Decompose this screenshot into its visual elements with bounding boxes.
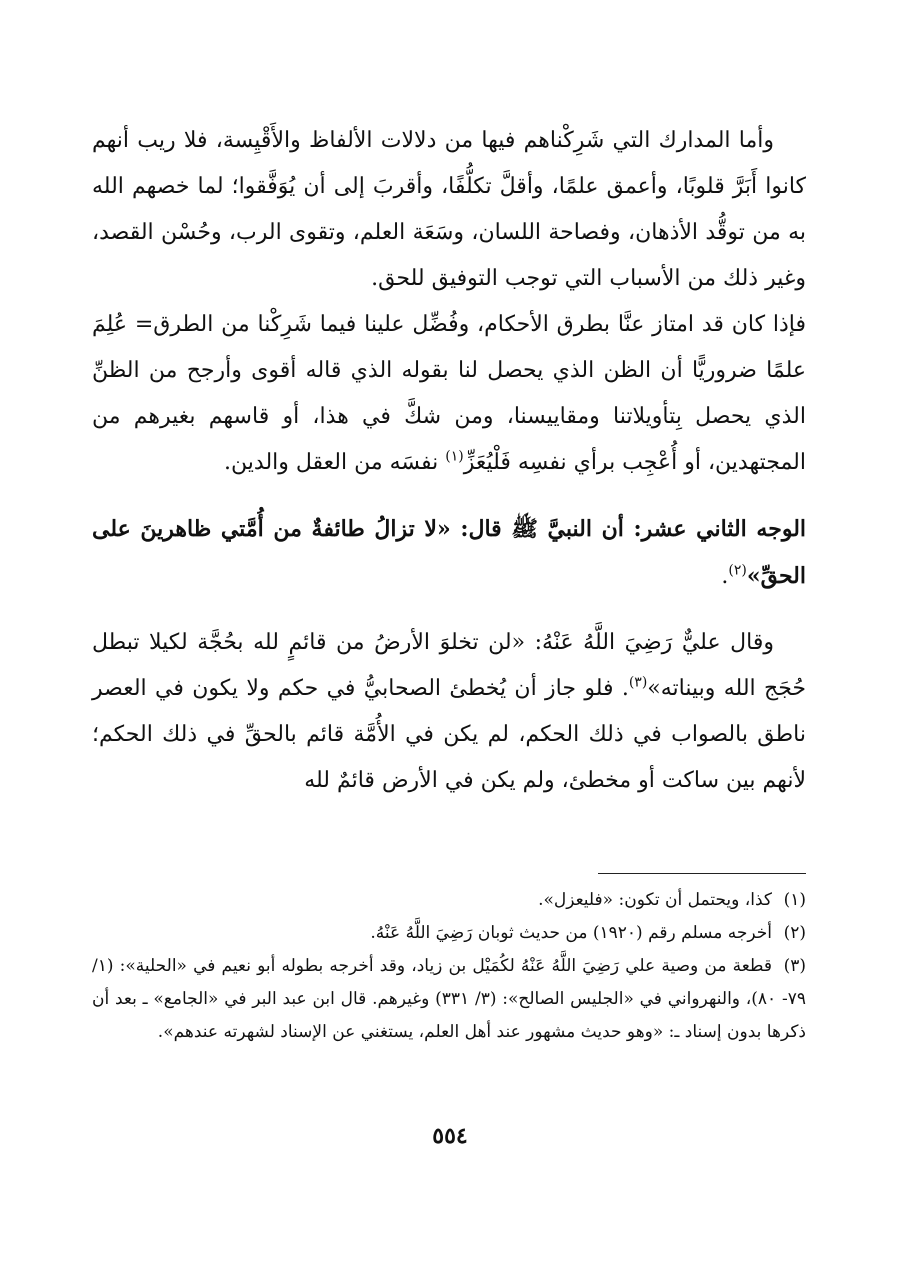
hadith-quote: «لا تزالُ طائفةٌ من أُمَّتي ظاهرينَ على الحقِّ» xyxy=(92,516,806,589)
paragraph-4-text-a: وقال عليٌّ رَضِيَ اللَّهُ عَنْهُ: «لن تخلوَ الأرضُ من قائمٍ لله بحُجَّة لكيلا تبطل حُجَج الله وبيناته» xyxy=(92,630,806,701)
paragraph-4-text-b: . فلو جاز أن يُخطئ الصحابيُّ في حكم ولا يكون في العصر ناطق بالصواب في ذلك الحكم، لم يكن في الأُمَّة قائم بالحقِّ في ذلك الحكم؛ لأنهم بين ساكت أو مخطئ، ولم يكن في الأرض قائمٌ لله xyxy=(92,676,806,793)
paragraph-2-text-a: فإذا كان قد امتاز عنَّا بطرق الأحكام، وفُضِّل علينا فيما شَرِكْنا من الطرق= عُلِمَ علمًا ضروريًّا أن الظن الذي يحصل لنا بقوله الذي قاله أقوى وأرجح من الظنِّ الذي يحصل بِتأويلاتنا ومقاييسنا، ومن شكَّ في هذا، أو قاسهم بغيرهم من المجتهدين، أو أُعْجِب برأي نفسِه فَلْيُعَزِّ xyxy=(92,312,806,475)
footnote-text: قطعة من وصية علي رَضِيَ اللَّهُ عَنْهُ لكُمَيْل بن زياد، وقد أخرجه بطوله أبو نعيم في «الحلية»: (١/ ٧٩- ٨٠)، والنهرواني في «الجليس الصالح»: (٣/ ٣٣١) وغيرهم. قال ابن عبد البر في «الجامع» ـ بعد أن ذكرها بدون إسناد ـ: «وهو حديث مشهور عند أهل العلم، يستغني عن الإسناد لشهرته عندهم». xyxy=(92,956,806,1042)
footnote-text: أخرجه مسلم رقم (١٩٢٠) من حديث ثوبان رَضِيَ اللَّهُ عَنْهُ. xyxy=(370,923,772,943)
main-text-block xyxy=(92,118,806,804)
paragraph-2 xyxy=(92,302,806,486)
footnote-3 xyxy=(92,950,806,1049)
footnote-number: (٣) xyxy=(783,956,806,976)
footnotes-block xyxy=(92,884,806,1049)
section-heading-twelfth-aspect: الوجه الثاني عشر: أن النبيَّ ﷺ قال: xyxy=(450,516,807,542)
footnote-ref-2[interactable]: (٢) xyxy=(728,562,747,579)
paragraph-2-text-b: نفسَه من العقل والدين. xyxy=(224,450,446,475)
paragraph-4 xyxy=(92,620,806,804)
page-number: ٥٥٤ xyxy=(432,1123,468,1149)
paragraph-3 xyxy=(92,506,806,600)
footnote-ref-3[interactable]: (٣) xyxy=(628,674,648,691)
footnote-text: كذا، ويحتمل أن تكون: «فليعزل». xyxy=(538,890,772,910)
footnote-ref-1[interactable]: (١) xyxy=(445,448,464,465)
paragraph-3-end: . xyxy=(721,564,729,589)
footnote-separator xyxy=(598,873,806,874)
paragraph-1 xyxy=(92,118,806,302)
paragraph-1-text: وأما المدارك التي شَرِكْناهم فيها من دلالات الألفاظ والأَقْيِسة، فلا ريب أنهم كانوا أَبَرَّ قلوبًا، وأعمق علمًا، وأقلَّ تكلُّفًا، وأقربَ إلى أن يُوَفَّقوا؛ لما خصهم الله به من توقُّد الأذهان، وفصاحة اللسان، وسَعَة العلم، وتقوى الرب، وحُسْن القصد، وغير ذلك من الأسباب التي توجب التوفيق للحق. xyxy=(92,128,806,291)
footnote-number: (٢) xyxy=(783,923,806,943)
footnote-2 xyxy=(92,917,806,950)
footnote-number: (١) xyxy=(783,890,806,910)
footnote-1 xyxy=(92,884,806,917)
